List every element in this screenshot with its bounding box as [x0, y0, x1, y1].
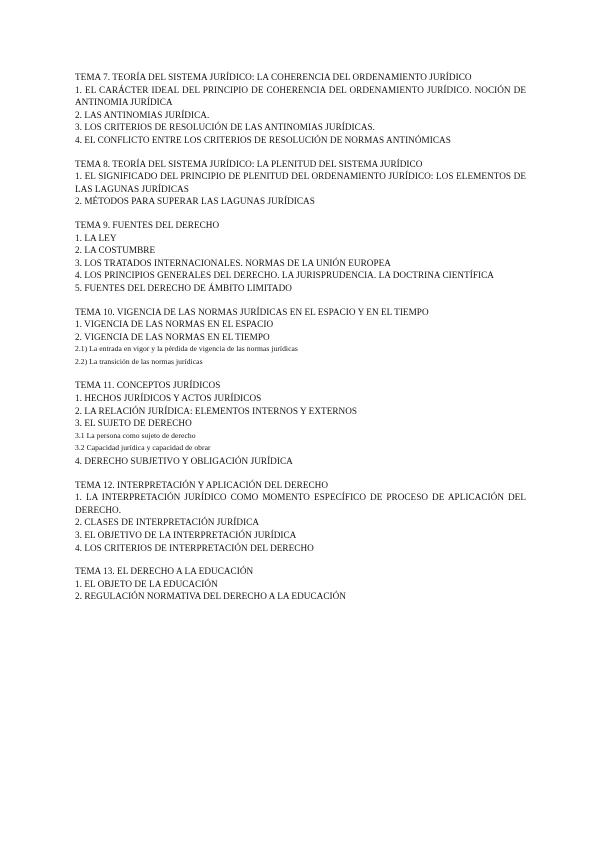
section-subitem: 2.1) La entrada en vigor y la pérdida de vigencia de las normas jurídicas	[75, 344, 298, 354]
section-item: 4. EL CONFLICTO ENTRE LOS CRITERIOS DE RESOLUCIÓN DE NORMAS ANTINÓMICAS	[75, 134, 451, 145]
section-item: 2. MÉTODOS PARA SUPERAR LAS LAGUNAS JURÍDICAS	[75, 196, 315, 207]
section-item: 3. EL OBJETIVO DE LA INTERPRETACIÓN JURÍDICA	[75, 530, 297, 540]
section-item: 1. EL CARÁCTER IDEAL DEL PRINCIPIO DE COHERENCIA DEL ORDENAMIENTO JURÍDICO. NOCIÓN DE ANTINOMIA JURÍDICA	[75, 84, 526, 108]
section-item: 4. LOS PRINCIPIOS GENERALES DEL DERECHO. LA JURISPRUDENCIA. LA DOCTRINA CIENTÍFICA	[75, 270, 494, 281]
section-heading: TEMA 8. TEORÍA DEL SISTEMA JURÍDICO: LA PLENITUD DEL SISTEMA JURÍDICO	[75, 158, 423, 169]
section-heading: TEMA 11. CONCEPTOS JURÍDICOS	[75, 380, 221, 391]
section-item: 3. EL SUJETO DE DERECHO	[75, 418, 192, 429]
section-item: 2. LA RELACIÓN JURÍDICA: ELEMENTOS INTERNOS Y EXTERNOS	[75, 405, 358, 416]
section-item: 2. REGULACIÓN NORMATIVA DEL DERECHO A LA EDUCACIÓN	[75, 591, 346, 602]
section-item: 3. LOS CRITERIOS DE RESOLUCIÓN DE LAS ANTINOMIAS JURÍDICAS.	[75, 122, 376, 133]
section-item: 2. VIGENCIA DE LAS NORMAS EN EL TIEMPO	[75, 331, 270, 342]
section-subitem: 3.1 La persona como sujeto de derecho	[75, 430, 196, 440]
section-tema-11	[75, 379, 526, 467]
section-subitem: 3.2 Capacidad jurídica y capacidad de obrar	[75, 443, 211, 453]
section-heading: TEMA 12. INTERPRETACIÓN Y APLICACIÓN DEL DERECHO	[75, 479, 329, 490]
section-tema-7	[75, 71, 526, 147]
section-item: 3. LOS TRATADOS INTERNACIONALES. NORMAS DE LA UNIÓN EUROPEA	[75, 257, 391, 268]
section-heading: TEMA 9. FUENTES DEL DERECHO	[75, 219, 220, 230]
section-item: 1. VIGENCIA DE LAS NORMAS EN EL ESPACIO	[75, 319, 274, 330]
section-tema-9	[75, 219, 526, 295]
section-item: 2. CLASES DE INTERPRETACIÓN JURÍDICA	[75, 517, 260, 528]
section-item: 5. FUENTES DEL DERECHO DE ÁMBITO LIMITADO	[75, 282, 292, 293]
section-item: 1. LA LEY	[75, 232, 117, 243]
section-tema-8	[75, 158, 526, 208]
section-item: 1. HECHOS JURÍDICOS Y ACTOS JURÍDICOS	[75, 393, 262, 404]
section-subitem: 2.2) La transición de las normas jurídicas	[75, 356, 203, 366]
section-tema-13	[75, 565, 526, 603]
section-item: 1. EL SIGNIFICADO DEL PRINCIPIO DE PLENITUD DEL ORDENAMIENTO JURÍDICO: LOS ELEMENTOS DE LAS LAGUNAS JURÍDICAS	[75, 171, 526, 194]
section-item: 2. LA COSTUMBRE	[75, 245, 156, 256]
section-tema-10	[75, 306, 526, 369]
section-item: 4. DERECHO SUBJETIVO Y OBLIGACIÓN JURÍDICA	[75, 456, 293, 467]
section-tema-12	[75, 479, 526, 555]
section-item: 1. EL OBJETO DE LA EDUCACIÓN	[75, 578, 218, 589]
section-item: 1. LA INTERPRETACIÓN JURÍDICO COMO MOMENTO ESPECÍFICO DE PROCESO DE APLICACIÓN DEL DERECHO.	[75, 492, 526, 515]
document-page	[75, 71, 526, 614]
section-heading: TEMA 10. VIGENCIA DE LAS NORMAS JURÍDICAS EN EL ESPACIO Y EN EL TIEMPO	[75, 306, 429, 317]
section-item: 4. LOS CRITERIOS DE INTERPRETACIÓN DEL DERECHO	[75, 542, 314, 553]
section-heading: TEMA 7. TEORÍA DEL SISTEMA JURÍDICO: LA COHERENCIA DEL ORDENAMIENTO JURÍDICO	[75, 72, 472, 82]
section-item: 2. LAS ANTINOMIAS JURÍDICA.	[75, 109, 210, 120]
section-heading: TEMA 13. EL DERECHO A LA EDUCACIÓN	[75, 566, 254, 577]
